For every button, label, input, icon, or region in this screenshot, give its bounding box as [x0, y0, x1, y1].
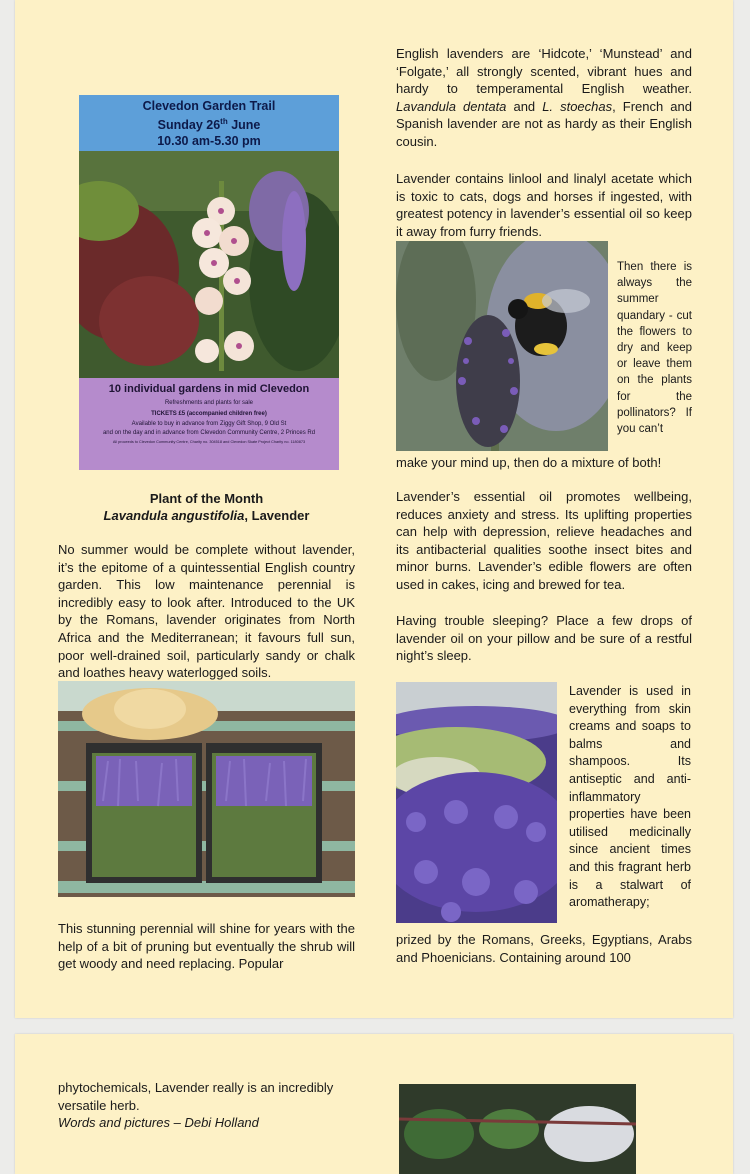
lavender-crates-photo	[58, 681, 355, 897]
varieties-text: English lavenders are ‘Hidcote,’ ‘Munstead’ and ‘Folgate,’ all strongly scented, vibrant hues and hardy to temperamental English weather.	[396, 46, 692, 97]
foliage-photo	[399, 1084, 636, 1174]
newsletter-page-1	[15, 0, 733, 1018]
poster-title: Clevedon Garden Trail	[142, 99, 276, 113]
bee-on-lavender-photo	[396, 241, 608, 451]
section-title: Plant of the Month	[149, 491, 264, 506]
uses-wrap-text: Lavender is used in everything from skin creams and soaps to balms and shampoos. Its antiseptic and anti-inflammatory properties have been utilised medicinally since ancient times and this fragrant herb is a stalwart of aromatherapy;	[569, 684, 691, 910]
author-credit: Words and pictures – Debi Holland	[58, 1115, 259, 1130]
poster-tickets: TICKETS £5 (accompanied children free)	[151, 411, 267, 417]
poster-on-the-day: and on the day and in advance from Clevedon Community Centre, 2 Princes Rd	[102, 430, 316, 436]
poster-date-month: June	[227, 118, 261, 133]
poster-time: 10.30 am-5.30 pm	[157, 134, 261, 149]
closing-paragraph: phytochemicals, Lavender really is an incredibly versatile herb.	[58, 1080, 334, 1113]
poster-date-day: Sunday 26	[157, 118, 221, 133]
newsletter-page-2	[15, 1034, 733, 1174]
pruning-paragraph: This stunning perennial will shine for years with the help of a bit of pruning but eventually the shrub will get woody and need replacing. Popular	[58, 921, 355, 972]
poster-advance: Available to buy in advance from Ziggy Gift Shop, 9 Old St	[131, 421, 287, 427]
variety-stoechas: L. stoechas	[542, 98, 613, 114]
poster-footer	[79, 378, 339, 470]
poster-date	[79, 114, 339, 133]
pollinator-wrap-text: Then there is always the summer quandary - cut the flowers to dry and keep or leave them on the plants for the pollinators? If you can’t	[617, 261, 692, 436]
foxglove-garden-photo	[79, 151, 339, 378]
poster-refreshments: Refreshments and plants for sale	[164, 400, 254, 406]
plant-name-line	[58, 507, 355, 524]
plant-latin-name: Lavandula angustifolia	[103, 508, 245, 523]
variety-dentata: Lavandula dentata	[396, 98, 507, 114]
lavender-field-photo	[396, 682, 557, 923]
sleep-paragraph: Having trouble sleeping? Place a few drops of lavender oil on your pillow and be sure of a restful night’s sleep.	[396, 613, 692, 664]
poster-headline: 10 individual gardens in mid Clevedon	[108, 383, 310, 395]
varieties-and: and	[506, 98, 543, 114]
pollinator-tail-text: make your mind up, then do a mixture of both!	[396, 455, 662, 470]
poster-date-suffix: th	[220, 117, 228, 126]
intro-paragraph: No summer would be complete without lavender, it’s the epitome of a quintessential English country garden. This low maintenance perennial is incredibly easy to look after. Introduced to the UK by the Romans, lavender originates from North Africa and the Mediterranean; it favours full sun, poor well-drained soil, particularly sandy or chalk and loathes heavy waterlogged soils.	[58, 542, 355, 681]
varieties-rest: , French and Spanish lavender are not as hardy as their English cousin.	[396, 98, 692, 149]
garden-trail-poster	[79, 95, 339, 470]
varieties-paragraph	[396, 45, 692, 151]
essential-oil-paragraph: Lavender’s essential oil promotes wellbeing, reduces anxiety and stress. Its uplifting properties can help with depression, relieve headaches and its antibacterial qualities soothe insect bites and minor burns. Lavender’s edible flowers are often used in cakes, icing and brewed for tea.	[396, 489, 692, 592]
plant-of-month-heading	[58, 490, 355, 524]
uses-tail-text: prized by the Romans, Greeks, Egyptians, Arabs and Phoenicians. Containing around 100	[396, 932, 692, 965]
poster-header	[79, 95, 339, 151]
plant-common-name: , Lavender	[244, 508, 310, 523]
poster-proceeds: All proceeds to Clevedon Community Centre, Charity no. 304518 and Clevedon Skate Project Charity no. 1180873	[112, 440, 306, 444]
toxicity-paragraph: Lavender contains linlool and linalyl acetate which is toxic to cats, dogs and horses if ingested, with greatest potency in lavender’s essential oil so keep it away from furry friends.	[396, 171, 692, 239]
